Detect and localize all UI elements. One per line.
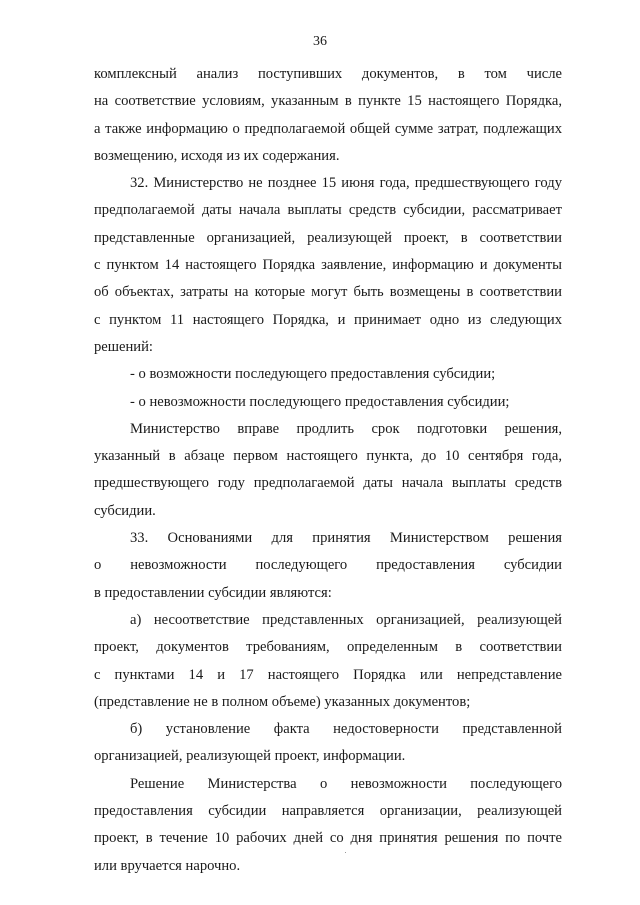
text-line: возмещению, исходя из их содержания. xyxy=(94,147,340,164)
text-line: а) несоответствие представленных организацией, реализующей xyxy=(130,611,562,628)
text-line: - о невозможности последующего предоставления субсидии; xyxy=(130,393,510,410)
document-body xyxy=(94,61,562,880)
text-line: предшествующего году предполагаемой даты начала выплаты средств xyxy=(94,475,562,492)
text-line: с пунктом 14 настоящего Порядка заявление, информацию и документы xyxy=(94,257,562,274)
text-line: предполагаемой даты начала выплаты средств субсидии, рассматривает xyxy=(94,202,562,219)
text-line: б) установление факта недостоверности представленной xyxy=(130,721,562,738)
text-line: - о возможности последующего предоставления субсидии; xyxy=(130,366,496,383)
text-line: в предоставлении субсидии являются: xyxy=(94,584,332,601)
text-line: или вручается нарочно. xyxy=(94,857,241,874)
text-line: проект, документов требованиям, определенным в соответствии xyxy=(94,639,562,656)
text-line: предоставления субсидии направляется организации, реализующей xyxy=(94,803,562,820)
text-line: представленные организацией, реализующей проект, в соответствии xyxy=(94,229,562,246)
text-line: субсидии. xyxy=(94,502,156,519)
text-line: с пунктом 11 настоящего Порядка, и принимает одно из следующих xyxy=(94,311,562,328)
text-line: организацией, реализующей проект, информации. xyxy=(94,748,406,765)
text-line: Решение Министерства о невозможности последующего xyxy=(130,775,562,792)
text-line: комплексный анализ поступивших документов, в том числе xyxy=(94,66,562,82)
scan-speck xyxy=(345,852,346,853)
text-line: об объектах, затраты на которые могут быть возмещены в соответствии xyxy=(94,284,562,301)
text-line: проект, в течение 10 рабочих дней со дня принятия решения по почте xyxy=(94,830,562,847)
text-line: указанный в абзаце первом настоящего пункта, до 10 сентября года, xyxy=(94,448,562,465)
text-line: 33. Основаниями для принятия Министерством решения xyxy=(130,530,562,547)
text-line: (представление не в полном объеме) указанных документов; xyxy=(94,693,471,710)
page-number: 36 xyxy=(313,34,327,49)
text-line: о невозможности последующего предоставления субсидии xyxy=(94,557,562,574)
text-line: с пунктами 14 и 17 настоящего Порядка или непредставление xyxy=(94,666,562,683)
text-line: а также информацию о предполагаемой общей сумме затрат, подлежащих xyxy=(94,120,562,137)
text-line: решений: xyxy=(94,338,153,355)
text-line: на соответствие условиям, указанным в пункте 15 настоящего Порядка, xyxy=(94,93,562,110)
text-line: 32. Министерство не позднее 15 июня года, предшествующего году xyxy=(130,175,562,192)
text-line: Министерство вправе продлить срок подготовки решения, xyxy=(130,420,562,437)
